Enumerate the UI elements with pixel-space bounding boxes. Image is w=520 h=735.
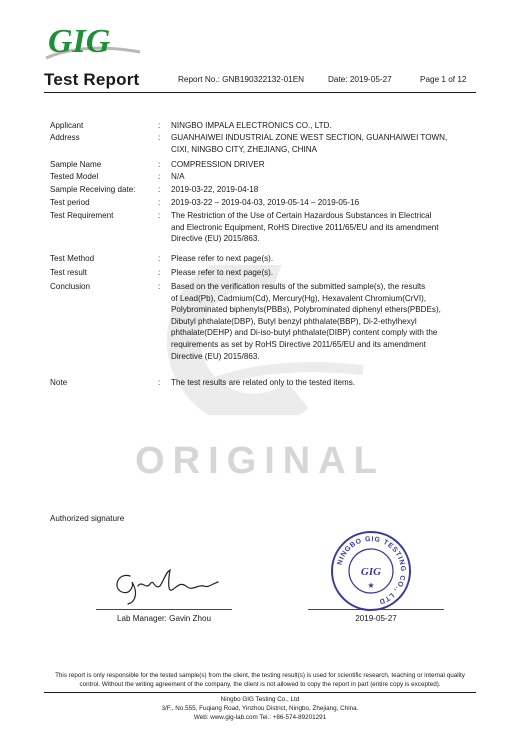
footer-divider <box>44 692 476 693</box>
seal-center-text: GIG <box>360 566 382 578</box>
seal-ring-text: NINGBO GIG TESTING CO., LTD <box>336 535 407 605</box>
authorized-signature-label: Authorized signature <box>50 514 125 523</box>
field-value <box>171 253 477 265</box>
value-line: The Restriction of the Use of Certain Hazardous Substances in Electrical <box>171 211 432 220</box>
value-line: of Lead(Pb), Cadmium(Cd), Mercury(Hg), Hexavalent Chromium(CrVI), <box>171 293 427 303</box>
value-line: Polybrominated biphenyls(PBBs), Polybrominated diphenyl ethers(PBDEs), <box>171 305 441 315</box>
report-number: Report No.: GNB190322132-01EN <box>178 75 305 84</box>
page-indicator: Page 1 of 12 <box>420 75 467 84</box>
field-value <box>171 210 477 245</box>
field-colon: : <box>158 254 161 263</box>
field-colon: : <box>158 282 161 291</box>
footer-contact: Web: www.gig-lab.com Tel.: +86-574-89201291 <box>193 714 327 721</box>
field-colon: : <box>158 268 161 277</box>
document-title: Test Report <box>44 70 140 89</box>
field-colon: : <box>158 211 161 220</box>
value-line: CIXI, NINGBO CITY, ZHEJIANG, CHINA <box>171 144 318 154</box>
value-line: N/A <box>171 172 185 181</box>
field-label: Applicant <box>50 121 84 130</box>
logo-text: GIG <box>48 23 111 60</box>
value-line: Directive (EU) 2015/863. <box>171 351 260 361</box>
field-label: Note <box>50 378 68 387</box>
value-line: The test results are related only to the tested items. <box>171 378 355 387</box>
field-value <box>171 197 477 209</box>
field-value <box>171 377 477 389</box>
value-line: Directive (EU) 2015/863. <box>171 234 260 244</box>
sign-date: 2019-05-27 <box>355 614 397 623</box>
date-line <box>308 609 444 610</box>
footer-company: Ningbo GIG Testing Co., Ltd <box>220 696 300 703</box>
signature-line <box>96 609 232 610</box>
field-label: Test result <box>50 268 87 277</box>
field-label: Tested Model <box>50 172 99 181</box>
value-line: requirements as set by RoHS Directive 2011/65/EU and its amendment <box>171 339 426 349</box>
value-line: Based on the verification results of the submitted sample(s), the results <box>171 282 426 291</box>
field-colon: : <box>158 133 161 142</box>
field-label: Test Method <box>50 254 95 263</box>
field-colon: : <box>158 160 161 169</box>
field-value <box>171 281 477 362</box>
value-line: Please refer to next page(s). <box>171 268 274 277</box>
field-value <box>171 159 477 171</box>
signer-label: Lab Manager: Gavin Zhou <box>116 614 212 623</box>
disclaimer: This report is only responsible for the tested sample(s) from the client, the testing result(s) is used for scientific research, teaching or internal quality control. Without the writing agreement of the company, the client is not allowed to copy the report in part (entire copy is excepted). <box>55 672 465 688</box>
seal-star-icon: ★ <box>367 581 375 590</box>
handwritten-signature <box>108 562 228 606</box>
value-line: Please refer to next page(s). <box>171 254 274 263</box>
field-colon: : <box>158 121 161 130</box>
field-colon: : <box>158 172 161 181</box>
value-line: phthalate(DEHP) and Di-iso-butyl phthalate(DIBP) content comply with the <box>171 328 438 338</box>
field-label: Sample Receiving date: <box>50 185 136 194</box>
value-line: Dibutyl phthalate(DBP), Butyl benzyl phthalate(BBP), Di-2-ethylhexyl <box>171 316 417 326</box>
value-line: NINGBO IMPALA ELECTRONICS CO., LTD. <box>171 121 332 130</box>
gig-logo <box>44 22 144 62</box>
header-divider <box>44 92 476 93</box>
value-line: and Electronic Equipment, RoHS Directive 2011/65/EU and its amendment <box>171 222 439 232</box>
field-label: Test Requirement <box>50 211 114 220</box>
report-date: Date: 2019-05-27 <box>328 75 392 84</box>
field-label: Address <box>50 133 80 142</box>
field-value <box>171 120 477 132</box>
field-value <box>171 267 477 279</box>
footer-address: 3/F., No.555, Fuqiang Road, Yinzhou District, Ningbo, Zhejiang, China. <box>161 705 359 712</box>
field-label: Test period <box>50 198 90 207</box>
value-line: 2019-03-22, 2019-04-18 <box>171 185 259 194</box>
value-line: GUANHAIWEI INDUSTRIAL ZONE WEST SECTION, GUANHAIWEI TOWN, <box>171 133 448 142</box>
field-colon: : <box>158 198 161 207</box>
field-value <box>171 184 477 196</box>
value-line: 2019-03-22 – 2019-04-03, 2019-05-14 – 2019-05-16 <box>171 198 360 207</box>
field-label: Conclusion <box>50 282 91 291</box>
original-watermark: ORIGINAL <box>135 440 385 482</box>
company-seal <box>330 530 412 612</box>
field-value <box>171 171 477 183</box>
field-colon: : <box>158 185 161 194</box>
field-colon: : <box>158 378 161 387</box>
value-line: COMPRESSION DRIVER <box>171 160 265 169</box>
field-value <box>171 132 477 155</box>
field-label: Sample Name <box>50 160 102 169</box>
